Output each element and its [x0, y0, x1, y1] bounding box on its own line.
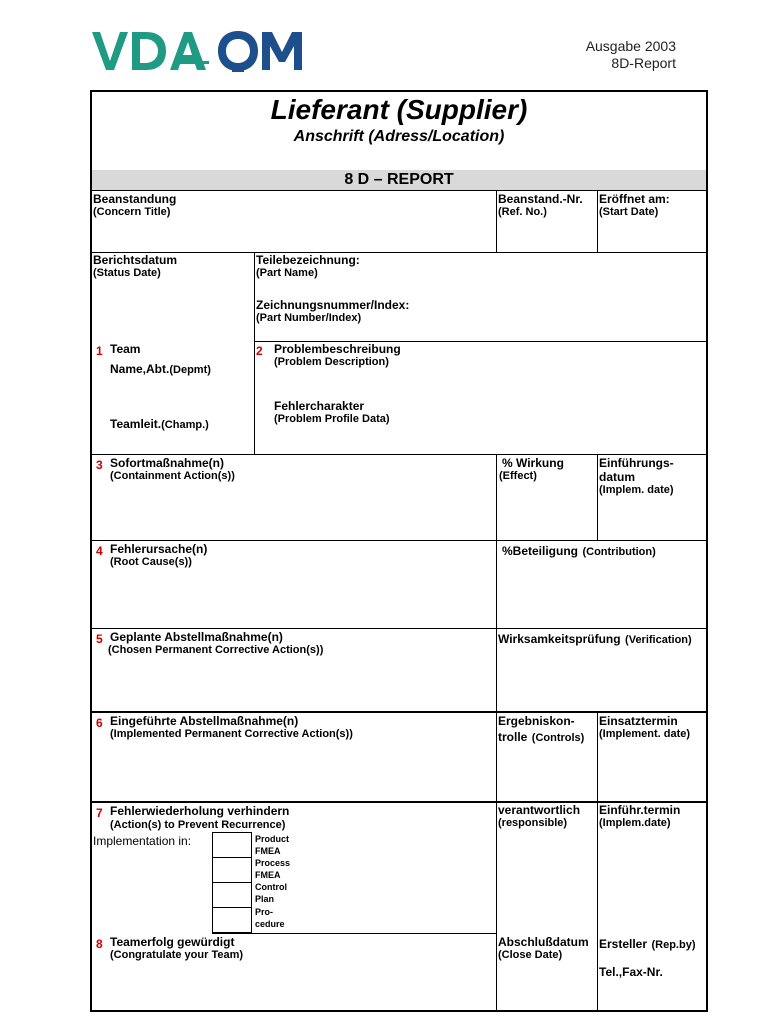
edition-info — [586, 38, 676, 72]
d6-implemented-action-section[interactable] — [96, 714, 353, 740]
problem-profile-field[interactable] — [274, 399, 390, 426]
supplier-title: Lieferant (Supplier) — [270, 94, 528, 125]
divider — [92, 454, 708, 455]
implementation-in-label: Implementation in: — [93, 834, 192, 848]
divider — [597, 190, 598, 252]
step-number: 5 — [96, 632, 103, 646]
label-de: Name,Abt. — [110, 362, 170, 376]
label-en: (Congratulate your Team) — [110, 949, 244, 961]
label-de: Teilebezeichnung: — [256, 253, 360, 267]
label-en: (Action(s) to Prevent Recurrence) — [110, 819, 286, 831]
label-en: (Implem. date) — [599, 484, 674, 496]
label-en: (Problem Description) — [274, 356, 389, 368]
item-line: FMEA — [255, 870, 281, 880]
divider — [254, 252, 255, 454]
divider — [92, 540, 708, 541]
label-en: (Concern Title) — [93, 206, 171, 218]
part-name-field[interactable] — [256, 253, 360, 280]
ref-no-field[interactable] — [498, 192, 583, 219]
label-de: Berichtsdatum — [93, 253, 178, 267]
label-en: (responsible) — [498, 817, 568, 829]
label-en: (Verification) — [625, 634, 692, 646]
label-en: (Chosen Permanent Corrective Action(s)) — [108, 644, 324, 656]
label-de: Abschlußdatum — [498, 935, 589, 949]
phone-fax-field[interactable]: Tel.,Fax-Nr. — [599, 965, 663, 979]
item-line: Pro- — [255, 907, 273, 917]
step-number: 4 — [96, 544, 103, 558]
start-date-field[interactable] — [599, 192, 670, 219]
contribution-field[interactable] — [502, 542, 656, 560]
label-en: (Contribution) — [582, 546, 656, 558]
label-de: Beanstandung — [93, 192, 177, 206]
label-en: (Problem Profile Data) — [274, 413, 390, 425]
step-number: 1 — [96, 344, 103, 358]
label-de: Geplante Abstellmaßnahme(n) — [110, 630, 283, 644]
label-en: (Root Cause(s)) — [110, 556, 192, 568]
label-en: (Status Date) — [93, 267, 161, 279]
address-title: Anschrift (Adress/Location) — [293, 128, 505, 145]
label-de: Team — [110, 342, 141, 356]
label-de: % Wirkung — [502, 456, 564, 470]
item-line: Plan — [255, 894, 275, 904]
label-en: (Effect) — [499, 470, 537, 482]
label-en: (Depmt) — [169, 364, 211, 376]
document-type: 8D-Report — [611, 55, 676, 71]
divider — [92, 252, 708, 253]
step-number: 6 — [96, 716, 103, 730]
label-en: (Part Name) — [256, 267, 318, 279]
label-de: Einführungs- — [599, 456, 674, 470]
label-de: %Beteiligung — [502, 544, 579, 558]
divider — [92, 711, 708, 713]
vda-qmc-logo — [92, 28, 320, 74]
divider — [92, 628, 708, 629]
label-de: Fehlercharakter — [274, 399, 365, 413]
label-de: Einsatztermin — [599, 714, 678, 728]
procedure-checkbox[interactable] — [212, 907, 252, 933]
divider — [496, 454, 497, 1012]
concern-title-field[interactable] — [93, 192, 176, 219]
divider — [597, 454, 598, 540]
label-en: (Champ.) — [161, 419, 209, 431]
product-fmea-label — [255, 833, 289, 857]
effect-field[interactable] — [499, 456, 564, 483]
close-date-field[interactable] — [498, 935, 589, 962]
8d-report-form — [90, 90, 708, 1012]
process-fmea-checkbox[interactable] — [212, 857, 252, 883]
report-author-field[interactable] — [599, 935, 695, 953]
control-plan-label — [255, 881, 287, 905]
label-de: Wirksamkeitsprüfung — [498, 632, 621, 646]
item-line: FMEA — [255, 846, 281, 856]
label-de: verantwortlich — [498, 803, 581, 817]
d1-team-section[interactable] — [96, 342, 211, 378]
label-de: Eröffnet am: — [599, 192, 670, 206]
label-en: (Implement. date) — [599, 728, 691, 740]
label-en: (Ref. No.) — [498, 206, 547, 218]
d5-chosen-action-section[interactable] — [96, 630, 324, 656]
item-line: Control — [255, 882, 287, 892]
label-de: Zeichnungsnummer/Index: — [256, 298, 410, 312]
procedure-label — [255, 906, 285, 930]
label-de: Beanstand.-Nr. — [498, 192, 583, 206]
verification-field[interactable] — [498, 630, 692, 648]
label-de: Teamerfolg gewürdigt — [110, 935, 235, 949]
label-de: Fehlerursache(n) — [110, 542, 208, 556]
implementation-date-field[interactable] — [599, 456, 674, 497]
edition-year: Ausgabe 2003 — [585, 38, 676, 54]
item-line: cedure — [255, 919, 285, 929]
status-date-field[interactable] — [93, 253, 177, 280]
part-number-field[interactable] — [256, 298, 409, 325]
step-number: 7 — [96, 806, 103, 820]
responsible-field[interactable] — [498, 803, 580, 830]
step-number: 3 — [96, 458, 103, 472]
label-en: (Close Date) — [498, 949, 563, 961]
label-en: (Rep.by) — [651, 939, 696, 951]
label-en: (Controls) — [531, 732, 585, 744]
item-line: Process — [255, 858, 291, 868]
label-en: (Start Date) — [599, 206, 659, 218]
process-fmea-label — [255, 857, 290, 881]
control-plan-checkbox[interactable] — [212, 882, 252, 908]
label-de: Eingeführte Abstellmaßnahme(n) — [110, 714, 299, 728]
team-leader-field[interactable] — [110, 415, 209, 433]
d8-congratulate-section[interactable] — [96, 935, 244, 961]
label-de: trolle — [498, 730, 528, 744]
divider — [92, 190, 708, 191]
label-en: (Containment Action(s)) — [110, 470, 235, 482]
implement-date-field[interactable] — [599, 714, 690, 741]
report-title: 8 D – REPORT — [344, 171, 454, 188]
label-de: Teamleit. — [110, 417, 162, 431]
label-de: Problembeschreibung — [274, 342, 401, 356]
label-en: (Implemented Permanent Corrective Action(s)) — [110, 728, 353, 740]
divider — [597, 711, 598, 1012]
d7-implement-date-field[interactable] — [599, 803, 680, 830]
label-de: Sofortmaßnahme(n) — [110, 456, 224, 470]
d3-containment-section[interactable] — [96, 456, 235, 482]
step-number: 2 — [256, 344, 263, 358]
divider — [212, 933, 496, 934]
label-de: Ersteller — [599, 937, 648, 951]
d7-prevent-recurrence-section[interactable] — [96, 804, 290, 831]
product-fmea-checkbox[interactable] — [212, 832, 252, 858]
label-de: datum — [599, 470, 635, 484]
label-en: (Part Number/Index) — [256, 312, 362, 324]
d2-problem-section[interactable] — [256, 342, 401, 368]
result-control-field[interactable] — [498, 714, 584, 746]
label-en: (Implem.date) — [599, 817, 671, 829]
divider — [496, 190, 497, 252]
item-line: Product — [255, 834, 290, 844]
d4-root-cause-section[interactable] — [96, 542, 208, 568]
step-number: 8 — [96, 937, 103, 951]
label-de: Fehlerwiederholung verhindern — [110, 804, 290, 818]
report-title-bar — [92, 170, 706, 190]
label-de: Ergebniskon- — [498, 714, 575, 728]
label-de: Einführ.termin — [599, 803, 681, 817]
